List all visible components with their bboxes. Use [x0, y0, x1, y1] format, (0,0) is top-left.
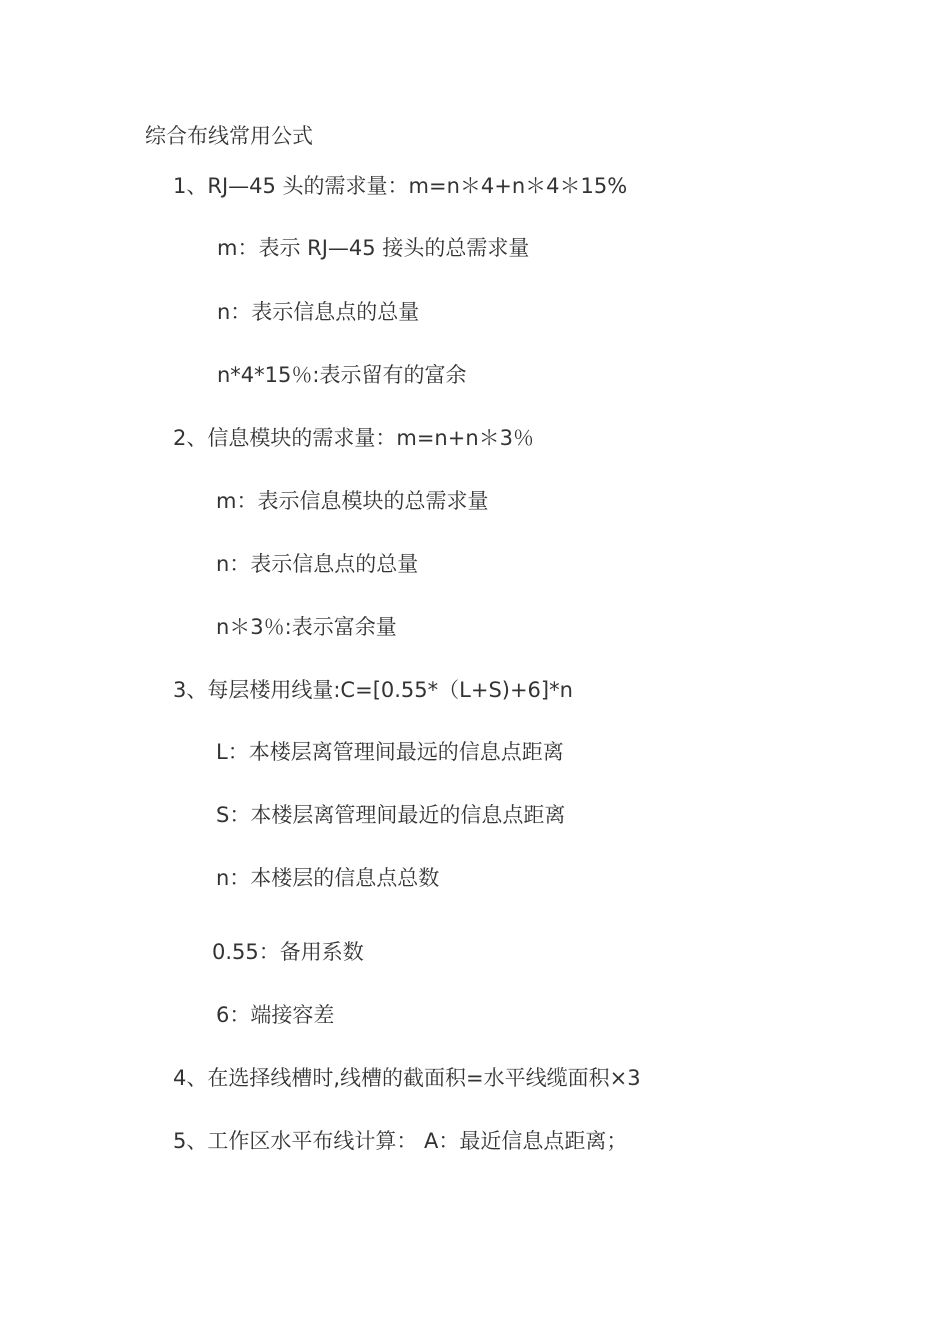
- formula-1-surplus: n*4*15％:表示留有的富余: [217, 363, 467, 387]
- formula-3-var-s: S：本楼层离管理间最近的信息点距离: [216, 803, 566, 827]
- formula-3-backup-coefficient: 0.55：备用系数: [212, 940, 364, 964]
- formula-1-heading: 1、RJ—45 头的需求量：m=n＊4+n＊4＊15%: [173, 174, 628, 198]
- formula-1-var-m: m：表示 RJ—45 接头的总需求量: [217, 236, 530, 260]
- document-title: 综合布线常用公式: [145, 124, 313, 148]
- formula-3-heading: 3、每层楼用线量:C=[0.55*（L+S)+6]*n: [173, 678, 573, 702]
- formula-3-termination-tolerance: 6：端接容差: [216, 1003, 335, 1027]
- formula-3-var-n: n：本楼层的信息点总数: [216, 866, 440, 890]
- formula-1-var-n: n：表示信息点的总量: [217, 300, 420, 324]
- formula-2-var-n: n：表示信息点的总量: [216, 552, 419, 576]
- formula-2-heading: 2、信息模块的需求量：m=n+n＊3％: [173, 426, 534, 450]
- formula-2-var-m: m：表示信息模块的总需求量: [216, 489, 489, 513]
- formula-2-surplus: n＊3％:表示富余量: [216, 615, 397, 639]
- formula-5-heading: 5、工作区水平布线计算： A：最近信息点距离；: [173, 1129, 628, 1153]
- formula-4-heading: 4、在选择线槽时,线槽的截面积=水平线缆面积×3: [173, 1066, 641, 1090]
- formula-3-var-l: L：本楼层离管理间最远的信息点距离: [216, 740, 564, 764]
